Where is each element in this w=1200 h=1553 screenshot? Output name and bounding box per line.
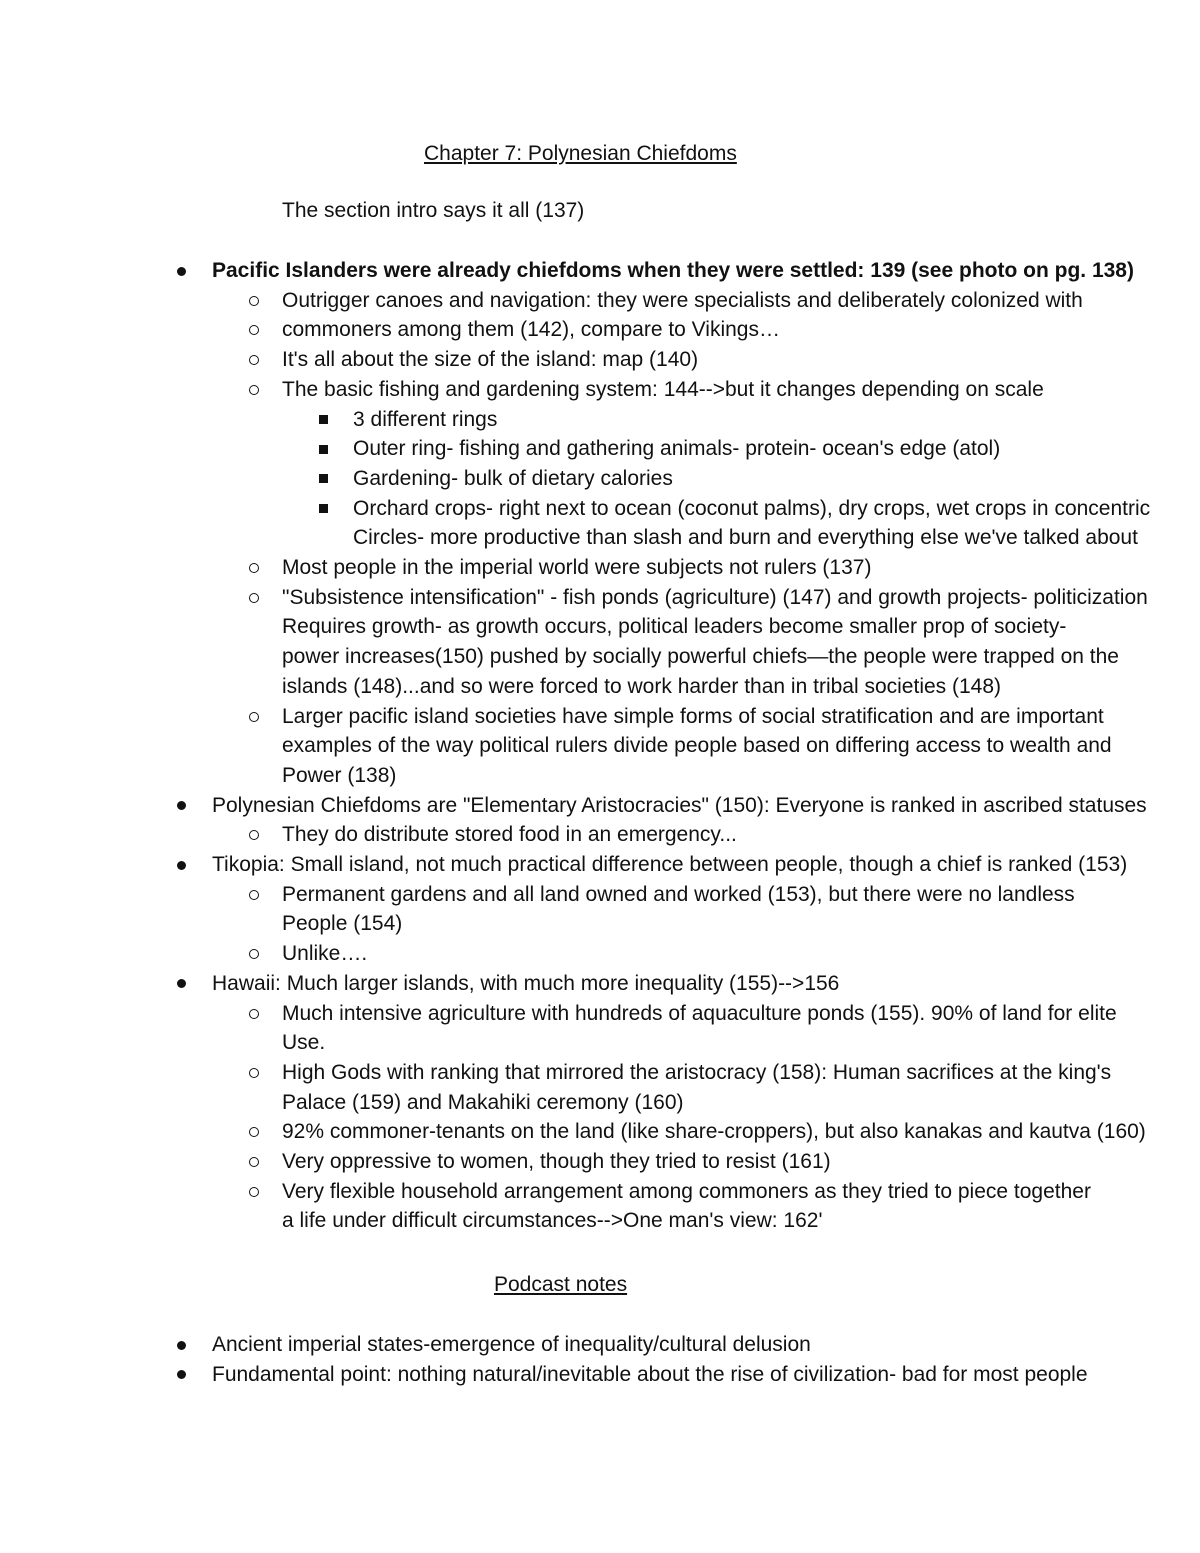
outline-line: Most people in the imperial world were subjects not rulers (137) [282, 556, 872, 579]
outline-line: Circles- more productive than slash and burn and everything else we've talked about [353, 526, 1138, 550]
outline-line: power increases(150) pushed by socially powerful chiefs—the people were trapped on the [282, 645, 1119, 669]
outline-line: 3 different rings [353, 407, 498, 431]
outline-line: Fundamental point: nothing natural/inevitable about the rise of civilization- bad for most people [212, 1362, 1088, 1386]
bullet-circle-icon [249, 890, 259, 900]
outline-line: Tikopia: Small island, not much practical difference between people, though a chief is ranked (153) [212, 853, 1128, 876]
outline-line: Very flexible household arrangement among commoners as they tried to piece together [282, 1179, 1091, 1203]
bullet-circle-icon [249, 355, 259, 365]
bullet-square-icon [319, 415, 328, 424]
outline-line: People (154) [282, 912, 403, 936]
outline-line: Much intensive agriculture with hundreds of aquaculture ponds (155). 90% of land for elite [282, 1001, 1117, 1025]
outline-line: commoners among them (142), compare to Vikings… [282, 318, 780, 342]
outline-line: The basic fishing and gardening system: 144-->but it changes depending on scale [282, 377, 1044, 401]
bullet-circle-icon [249, 385, 259, 395]
bullet-disc-icon [177, 1370, 186, 1379]
podcast-notes-heading: Podcast notes [494, 1273, 628, 1296]
outline-line: Polynesian Chiefdoms are "Elementary Aristocracies" (150): Everyone is ranked in ascribed statuses [212, 793, 1147, 817]
bullet-circle-icon [249, 593, 259, 603]
bullet-disc-icon [177, 267, 186, 276]
bullet-circle-icon [249, 1187, 259, 1197]
outline-line: Use. [282, 1031, 326, 1055]
bullet-circle-icon [249, 296, 259, 306]
bullet-disc-icon [177, 801, 186, 810]
outline-line: Power (138) [282, 763, 397, 787]
bullet-circle-icon [249, 1127, 259, 1137]
bullet-square-icon [319, 474, 328, 483]
outline-line: "Subsistence intensification" - fish ponds (agriculture) (147) and growth projects- politicization [282, 585, 1148, 609]
bullet-disc-icon [177, 979, 186, 988]
outline-line: Requires growth- as growth occurs, political leaders become smaller prop of society- [282, 615, 1067, 639]
bullet-circle-icon [249, 1068, 259, 1078]
outline-line: Very oppressive to women, though they tried to resist (161) [282, 1150, 831, 1173]
outline-line: 92% commoner-tenants on the land (like share-croppers), but also kanakas and kautva (160) [282, 1120, 1146, 1144]
outline-line: They do distribute stored food in an emergency... [282, 823, 737, 847]
outline-line: Outer ring- fishing and gathering animals- protein- ocean's edge (atol) [353, 437, 1001, 461]
outline-line: Hawaii: Much larger islands, with much more inequality (155)-->156 [212, 971, 840, 995]
outline-line: a life under difficult circumstances-->One man's view: 162' [282, 1209, 823, 1233]
section-intro: The section intro says it all (137) [282, 199, 585, 222]
bullet-circle-icon [249, 712, 259, 722]
outline-line: Outrigger canoes and navigation: they were specialists and deliberately colonized with [282, 288, 1083, 312]
bullet-circle-icon [249, 325, 259, 335]
bullet-circle-icon [249, 1157, 259, 1167]
outline-line: It's all about the size of the island: map (140) [282, 348, 699, 372]
outline-line: Palace (159) and Makahiki ceremony (160) [282, 1090, 684, 1114]
bullet-disc-icon [177, 1341, 186, 1350]
page-title: Chapter 7: Polynesian Chiefdoms [424, 142, 737, 165]
bullet-square-icon [319, 504, 328, 513]
bullet-circle-icon [249, 830, 259, 840]
bullet-disc-icon [177, 861, 186, 870]
outline-line: islands (148)...and so were forced to work harder than in tribal societies (148) [282, 674, 1002, 698]
bullet-square-icon [319, 445, 328, 454]
outline-line: High Gods with ranking that mirrored the aristocracy (158): Human sacrifices at the king's [282, 1060, 1112, 1084]
bullet-circle-icon [249, 563, 259, 573]
outline-line: examples of the way political rulers divide people based on differing access to wealth and [282, 734, 1112, 758]
outline-line: Pacific Islanders were already chiefdoms when they were settled: 139 (see photo on pg. 138) [212, 259, 1134, 282]
outline-line: Permanent gardens and all land owned and worked (153), but there were no landless [282, 882, 1075, 906]
bullet-circle-icon [249, 949, 259, 959]
outline-line: Larger pacific island societies have simple forms of social stratification and are important [282, 704, 1104, 728]
outline-line: Unlike…. [282, 942, 368, 966]
outline-line: Gardening- bulk of dietary calories [353, 466, 673, 490]
bullet-circle-icon [249, 1009, 259, 1019]
outline-line: Orchard crops- right next to ocean (coconut palms), dry crops, wet crops in concentric [353, 496, 1151, 520]
outline-line: Ancient imperial states-emergence of inequality/cultural delusion [212, 1333, 811, 1356]
